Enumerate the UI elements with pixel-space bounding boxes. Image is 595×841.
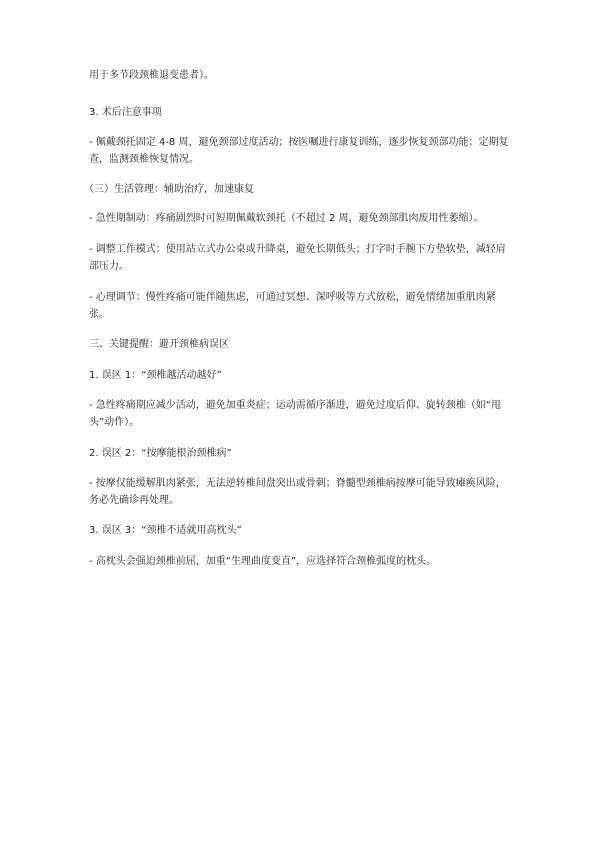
myth-heading-1: 1. 误区 1：“颈椎越活动越好” (89, 370, 222, 381)
paragraph-psychological: - 心理调节：慢性疼痛可能伴随焦虑，可通过冥想、深呼吸等方式放松，避免情绪加重肌肉紧张。 (89, 292, 496, 320)
paragraph-myth-2: - 按摩仅能缓解肌肉紧张，无法逆转椎间盘突出或骨刺；脊髓型颈椎病按摩可能导致瘫痪风险，务必先确诊再处理。 (89, 478, 506, 506)
section-heading-lifestyle: （三）生活管理：辅助治疗，加速康复 (84, 184, 254, 195)
paragraph-myth-1: - 急性疼痛期应减少活动，避免加重炎症；运动需循序渐进，避免过度后仰、旋转颈椎（如“甩头”动作）。 (89, 400, 501, 428)
paragraph-continuation: 用于多节段颈椎退变患者）。 (89, 70, 214, 81)
myth-heading-3: 3. 误区 3：“颈椎不适就用高枕头” (89, 525, 242, 536)
paragraph-work-mode: - 调整工作模式：使用站立式办公桌或升降桌，避免长期低头；打字时手腕下方垫软垫，减轻肩部压力。 (89, 244, 506, 272)
section-heading-key-reminders: 三、关键提醒：避开颈椎病误区 (89, 339, 229, 350)
paragraph-acute-immobilization: - 急性期制动：疼痛剧烈时可短期佩戴软颈托（不超过 2 周，避免颈部肌肉废用性萎缩）。 (89, 213, 484, 224)
paragraph-postop-care: - 佩戴颈托固定 4-8 周，避免颈部过度活动；按医嘱进行康复训练，逐步恢复颈部功能；定期复查，监测颈椎恢复情况。 (89, 137, 509, 165)
paragraph-myth-3: - 高枕头会强迫颈椎前屈，加重“生理曲度变直”，应选择符合颈椎弧度的枕头。 (89, 556, 437, 567)
section-heading-postop-notes: 3. 术后注意事项 (89, 107, 162, 118)
myth-heading-2: 2. 误区 2：“按摩能根治颈椎病” (89, 448, 232, 459)
